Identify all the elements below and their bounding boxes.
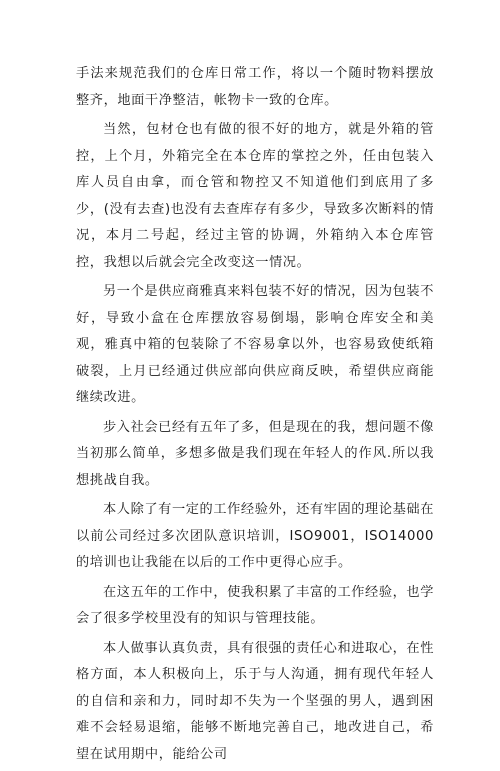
paragraph: 手法来规范我们的仓库日常工作，将以一个随时物料摆放整齐，地面干净整洁，帐物卡一致的仓库。 [76,66,434,108]
paragraph: 另一个是供应商雅真来料包装不好的情况，因为包装不好，导致小盒在仓库摆放容易倒塌，影响仓库安全和美观，雅真中箱的包装除了不容易拿以外，也容易致使纸箱破裂，上月已经通过供应部向供应商反映，希望供应商能继续改进。 [76,284,434,405]
paragraph: 当然，包材仓也有做的很不好的地方，就是外箱的管控，上个月，外箱完全在本仓库的掌控之外，任由包装入库人员自由拿，而仓管和物控又不知道他们到底用了多少，(没有去查)也没有去查库存有多少，导致多次断料的情况，本月二号起，经过主管的协调，外箱纳入本仓库管控，我想以后就会完全改变这一情况。 [76,122,434,270]
paragraph: 本人除了有一定的工作经验外，还有牢固的理论基础在以前公司经过多次团队意识培训，ISO9001，ISO14000 的培训也让我能在以后的工作中更得心应手。 [76,502,434,570]
paragraph: 本人做事认真负责，具有很强的责任心和进取心，在性格方面，本人积极向上，乐于与人沟通，拥有现代年轻人的自信和亲和力，同时却不失为一个坚强的男人，遇到困难不会轻易退缩，能够不断地完善自己，地改进自己，希望在试用期中，能给公司 [76,640,434,762]
document-body [76,61,434,771]
paragraph: 在这五年的工作中，使我积累了丰富的工作经验，也学会了很多学校里没有的知识与管理技能。 [76,584,434,626]
paragraph: 步入社会已经有五年了多，但是现在的我，想问题不像当初那么简单，多想多做是我们现在年轻人的作风.所以我想挑战自我。 [76,419,434,488]
